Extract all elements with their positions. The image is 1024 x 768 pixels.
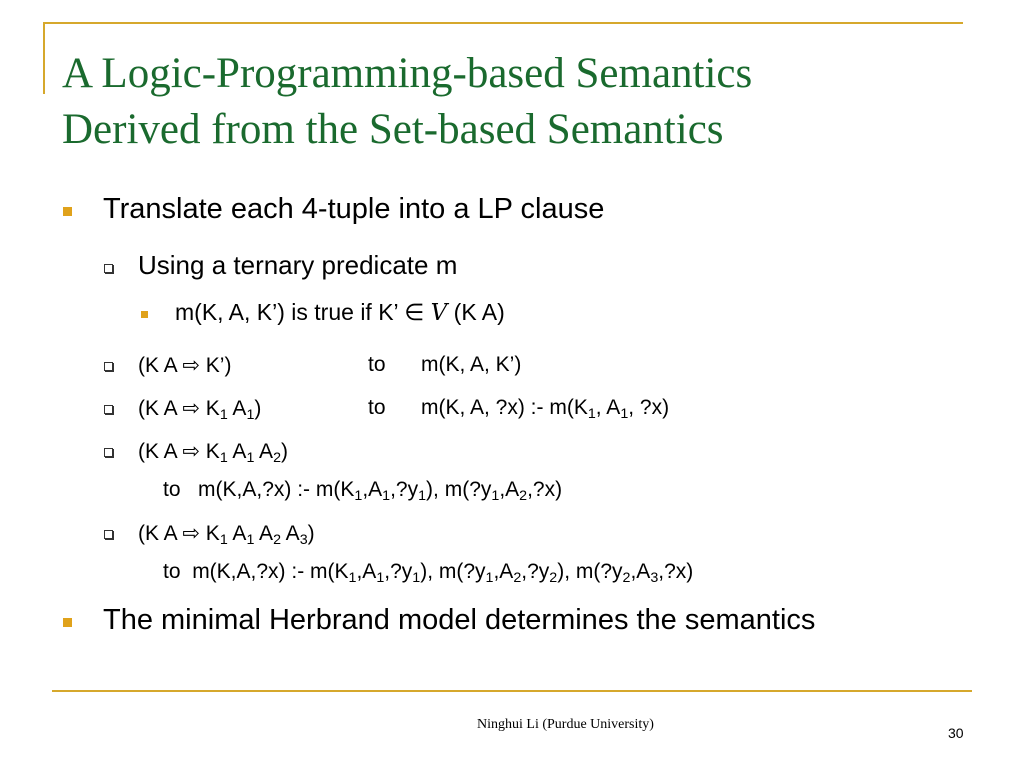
bullet-square-icon [63,207,72,216]
bullet-square-icon [63,618,72,627]
rule-3-lhs: (K A ⇨ $K_1$ $A_1$ $A_2$) [138,440,288,466]
rule-1-lhs: (K A ⇨ K’) [138,354,232,377]
title-line-2: Derived from the Set-based Semantics [62,106,724,153]
top-rule [43,22,963,24]
rule-3-rhs: to m(K,A,?x) :- $m(K_1,A_1,?y_1)$, $m(?y_1,A_2,?x)$ [163,478,563,504]
hollow-square-bullet-icon [104,448,113,457]
right-arrow-icon: ⇨ [182,397,200,420]
bullet-translate: Translate each 4-tuple into a LP clause [103,193,605,225]
right-arrow-icon: ⇨ [182,354,200,377]
hollow-square-bullet-icon [104,405,113,414]
left-rule [43,22,45,94]
definition-prefix: m(K, A, K’) is true if K’ [175,299,405,325]
rule-2-rhs: m(K, A, ?x) :- $m(K_1$, $A_1$, ?x) [421,396,670,422]
v-script-symbol: V [430,300,448,326]
rule-4-rhs: to m(K,A,?x) :- $m(K_1,A_1,?y_1)$, $m(?y_1,A_2,?y_2)$, $m(?y_2,A_3,?x)$ [163,560,694,586]
title-line-1: A Logic-Programming-based Semantics [62,50,753,97]
rule-1-rhs: m(K, A, K’) [421,353,522,376]
sub-sub-bullet-definition [175,299,505,326]
right-arrow-icon: ⇨ [182,522,200,545]
rule-4-lhs: (K A ⇨ $K_1$ $A_1$ $A_2$ $A_3$) [138,522,315,548]
bullet-herbrand: The minimal Herbrand model determines the semantics [103,604,816,636]
hollow-square-bullet-icon [104,362,113,371]
page-number: 30 [948,725,964,741]
rule-2-lhs: (K A ⇨ $K_1$ $A_1$) [138,397,262,423]
element-of-symbol: ∈ [404,299,425,325]
sub-bullet-ternary: Using a ternary predicate m [138,250,458,280]
hollow-square-bullet-icon [104,264,113,273]
right-arrow-icon: ⇨ [182,440,200,463]
footer-author: Ninghui Li (Purdue University) [477,717,654,732]
definition-suffix: (K A) [447,299,505,325]
hollow-square-bullet-icon [104,530,113,539]
rule-2-to: to [368,396,386,419]
rule-1-to: to [368,353,386,376]
bullet-square-icon [141,311,148,318]
footer-rule [52,690,972,692]
slide-title [62,46,962,158]
